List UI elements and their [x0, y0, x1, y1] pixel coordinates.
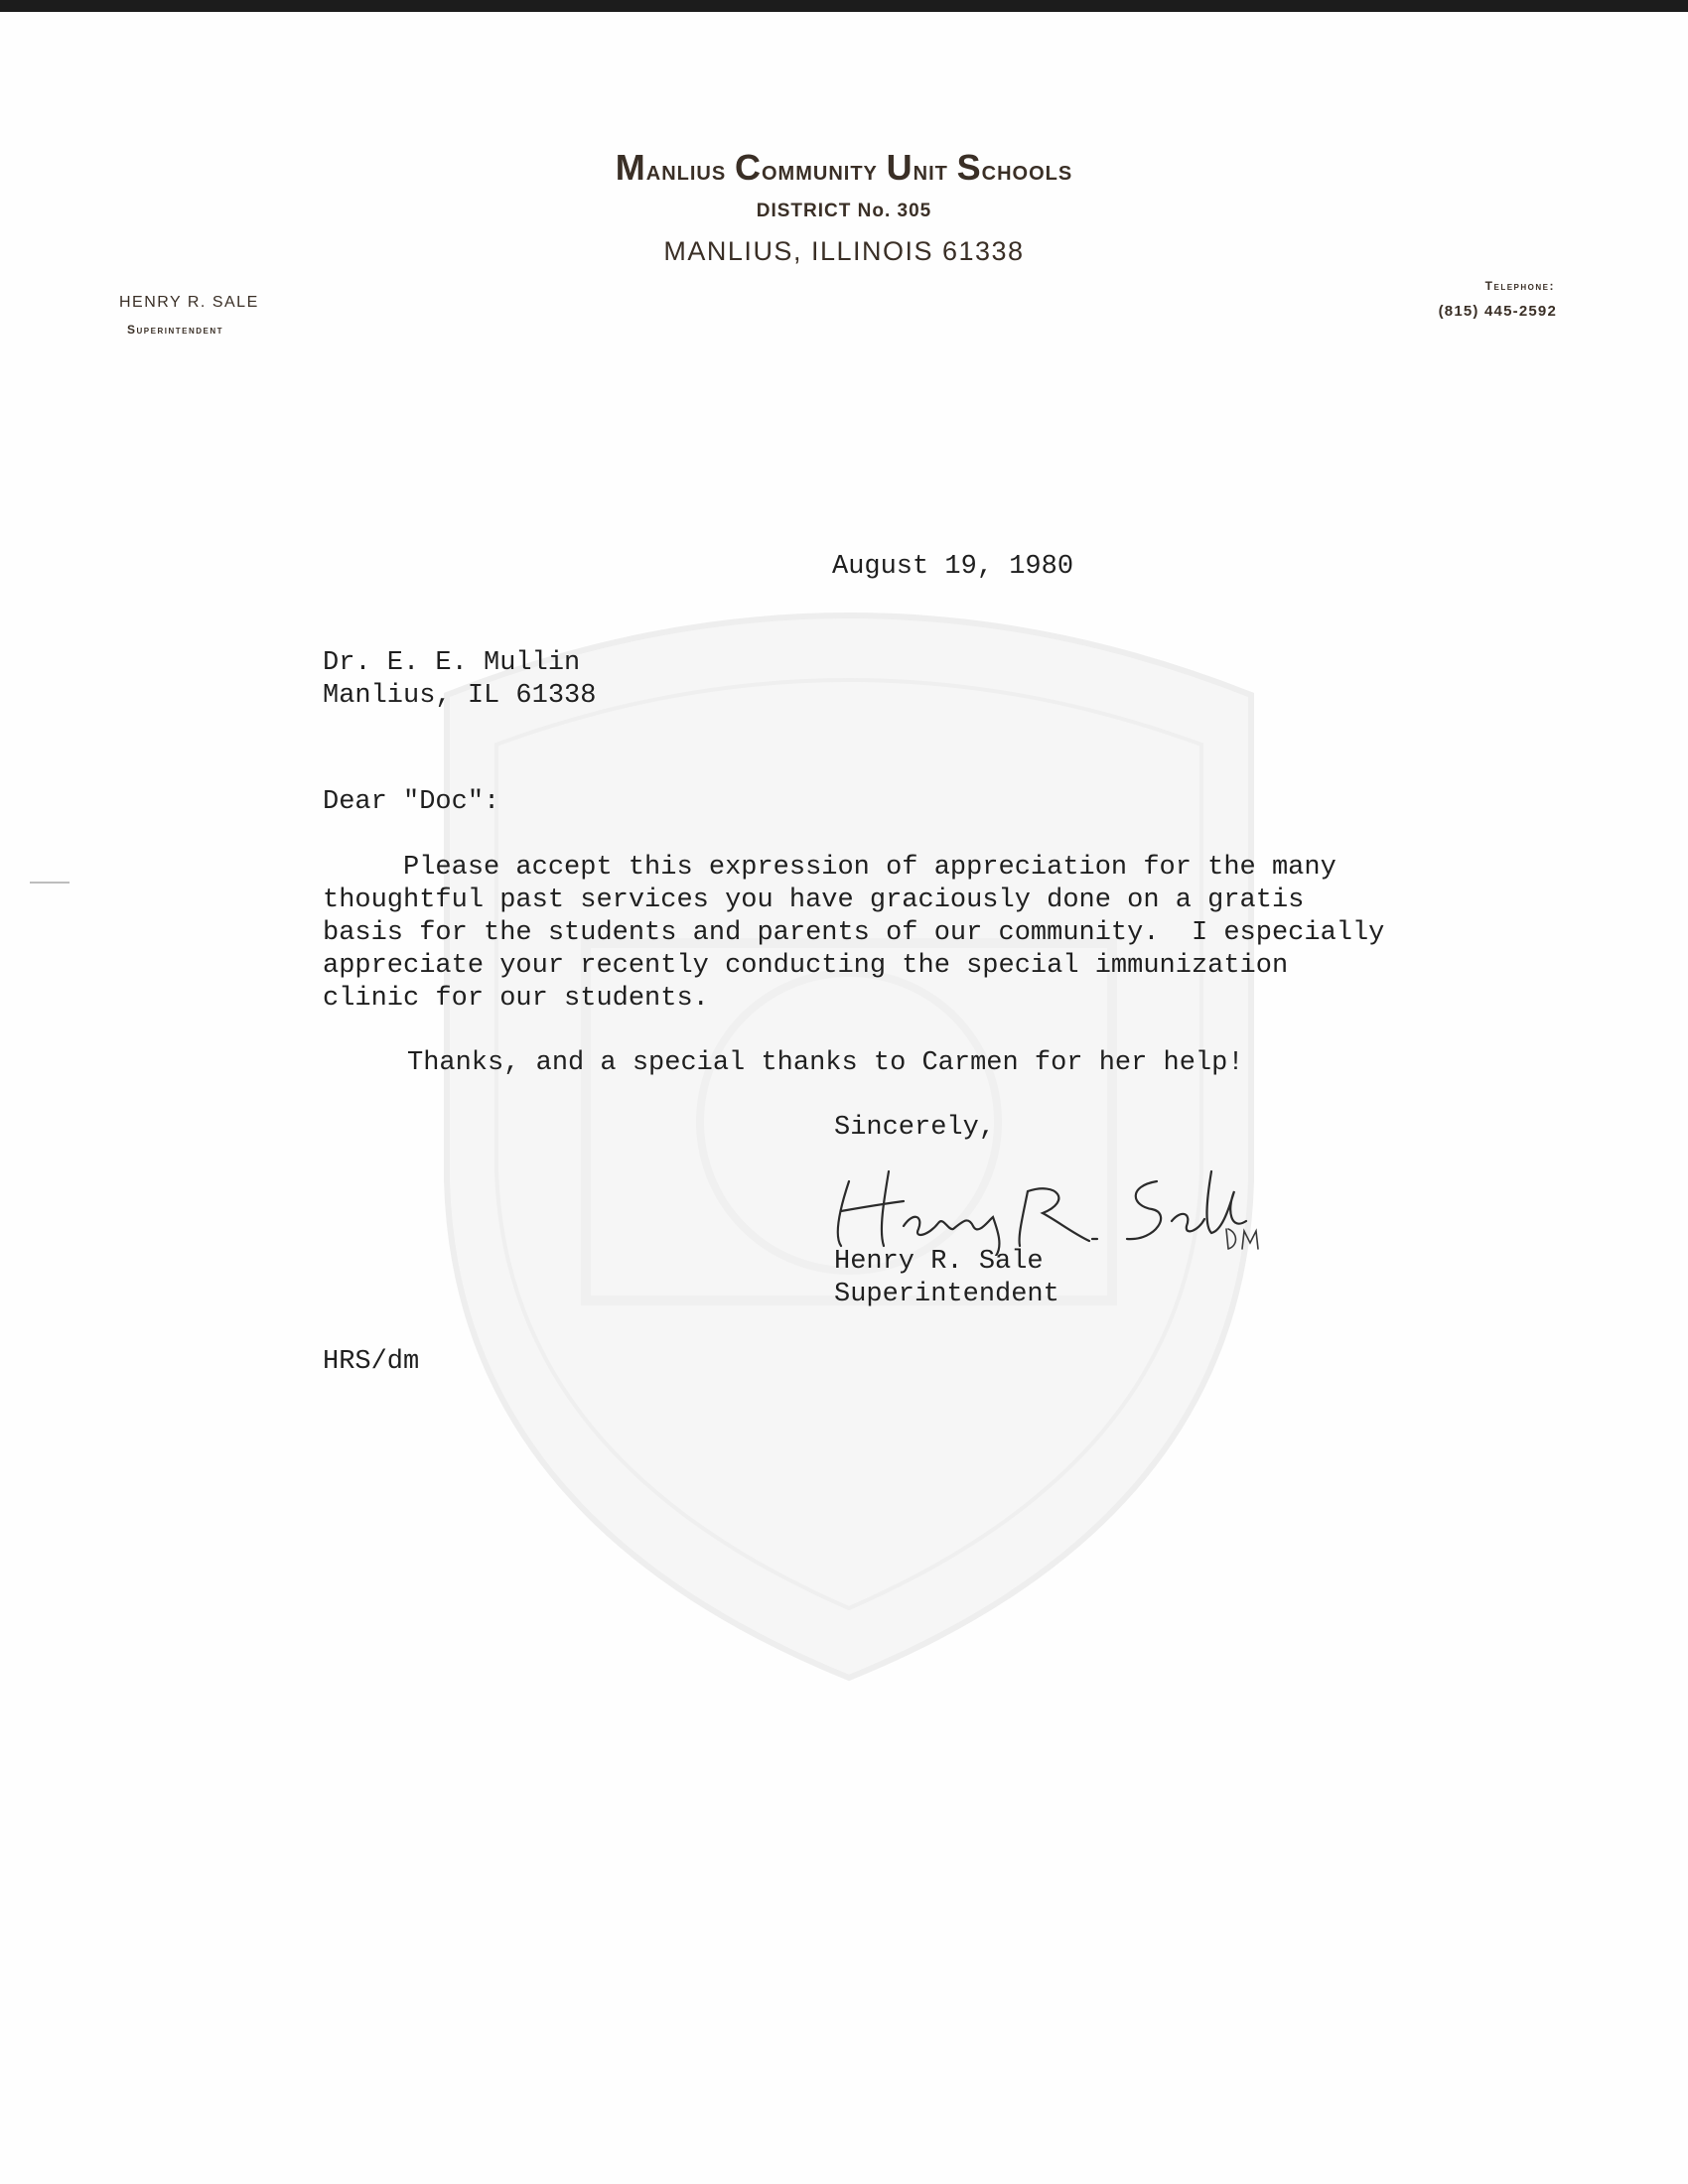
- thanks-line: Thanks, and a special thanks to Carmen for her help!: [407, 1048, 1244, 1078]
- recipient-line: Dr. E. E. Mullin: [323, 648, 581, 678]
- scan-top-edge: [0, 0, 1688, 12]
- letterhead-superintendent-name: HENRY R. SALE: [119, 294, 259, 311]
- closing: Sincerely,: [834, 1113, 996, 1143]
- letterhead-superintendent-title: Superintendent: [127, 323, 224, 337]
- paragraph-line: Please accept this expression of appreciation for the many: [323, 853, 1336, 883]
- letterhead-district: DISTRICT No. 305: [756, 201, 932, 221]
- letter-date: August 19, 1980: [832, 552, 1074, 582]
- recipient-line: Manlius, IL 61338: [323, 681, 597, 711]
- signer-name: Henry R. Sale: [834, 1247, 1044, 1277]
- scan-mark: [30, 882, 70, 884]
- salutation: Dear "Doc":: [323, 787, 500, 817]
- signer-block: [834, 1246, 1059, 1311]
- letterhead-telephone-label: Telephone:: [1484, 279, 1555, 293]
- body-paragraph: [323, 852, 1384, 1016]
- reference-initials: HRS/dm: [323, 1347, 420, 1377]
- handwritten-signature: [829, 1152, 1266, 1256]
- paragraph-line: appreciate your recently conducting the special immunization: [323, 951, 1289, 981]
- recipient-address: [323, 647, 596, 713]
- paragraph-line: basis for the students and parents of our community. I especially: [323, 918, 1385, 948]
- letterhead-organization-name: Manlius Community Unit Schools: [615, 147, 1073, 188]
- paragraph-line: clinic for our students.: [323, 984, 709, 1014]
- paragraph-line: thoughtful past services you have graciously done on a gratis: [323, 886, 1305, 915]
- signer-title: Superintendent: [834, 1280, 1059, 1309]
- letterhead-telephone-number: (815) 445-2592: [1438, 303, 1557, 320]
- letterhead-city: MANLIUS, ILLINOIS 61338: [663, 236, 1025, 266]
